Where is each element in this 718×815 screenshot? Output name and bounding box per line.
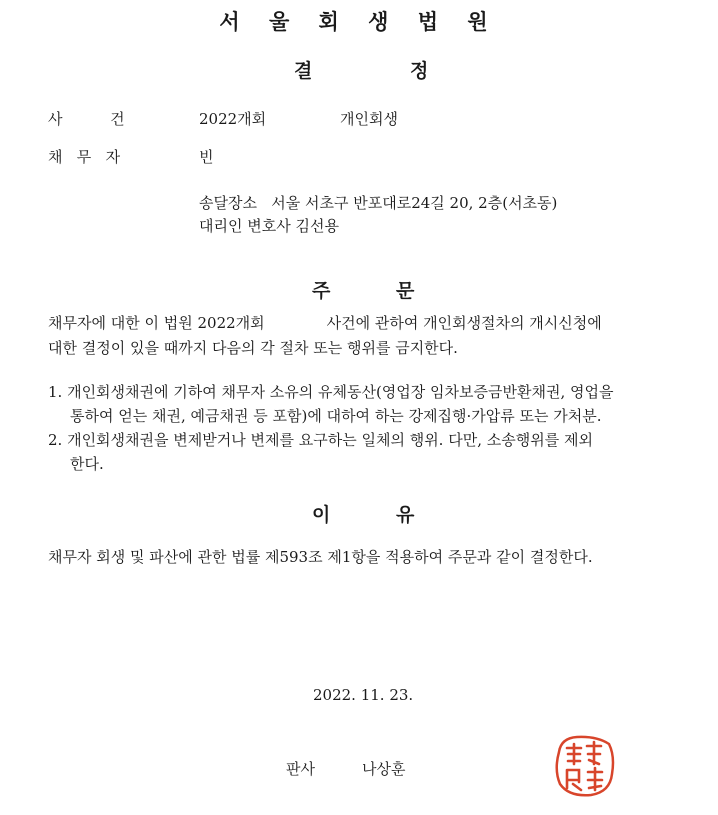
reason-text: 채무자 회생 및 파산에 관한 법률 제593조 제1항을 적용하여 주문과 같이 결정한다. <box>48 548 593 566</box>
judge-name: 나상훈 <box>362 760 406 778</box>
order-item-2-line2: 한다. <box>70 455 104 473</box>
debtor-agent: 대리인 변호사 김선용 <box>199 217 339 235</box>
judge-label: 판사 <box>286 760 315 778</box>
debtor-label: 채 무 자 <box>48 148 121 166</box>
case-label: 사 건 <box>48 110 125 128</box>
order-paragraph-line1: 채무자에 대한 이 법원 2022개회 사건에 관하여 개인회생절차의 개시신청에 <box>48 314 602 332</box>
service-address: 송달장소 서울 서초구 반포대로24길 20, 2층(서초동) <box>199 194 558 212</box>
order-item-1-line1: 1. 개인회생채권에 기하여 채무자 소유의 유체동산(영업장 임차보증금반환채권, 영업을 <box>48 383 614 401</box>
doc-type-left: 결 <box>294 60 313 82</box>
order-heading-right: 문 <box>396 280 415 302</box>
case-type: 개인회생 <box>340 110 398 128</box>
reason-heading-right: 유 <box>396 504 415 526</box>
reason-heading-left: 이 <box>312 504 331 526</box>
debtor-name: 빈 <box>199 148 214 166</box>
order-heading-left: 주 <box>312 280 331 302</box>
court-name: 서 울 회 생 법 원 <box>219 10 499 34</box>
case-number: 2022개회 <box>199 110 267 128</box>
order-item-1-line2: 통하여 얻는 채권, 예금채권 등 포함)에 대하여 하는 강제집행·가압류 또는 가처분. <box>70 407 602 425</box>
decision-date: 2022. 11. 23. <box>313 686 414 704</box>
order-paragraph-line2: 대한 결정이 있을 때까지 다음의 각 절차 또는 행위를 금지한다. <box>48 339 458 357</box>
court-seal-icon <box>553 734 615 798</box>
order-item-2-line1: 2. 개인회생채권을 변제받거나 변제를 요구하는 일체의 행위. 다만, 소송행위를 제외 <box>48 431 593 449</box>
doc-type-right: 정 <box>410 60 429 82</box>
